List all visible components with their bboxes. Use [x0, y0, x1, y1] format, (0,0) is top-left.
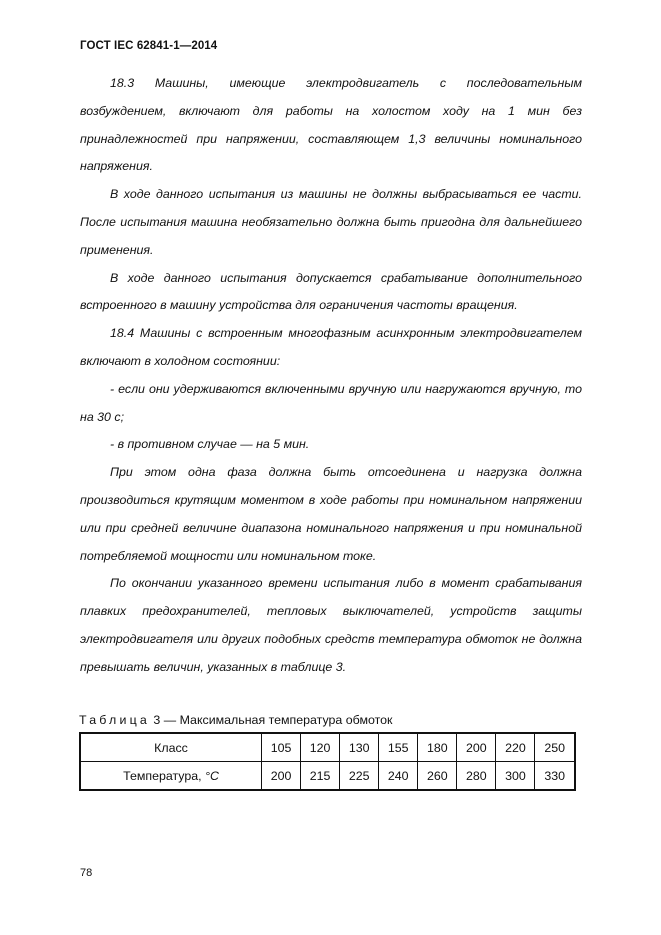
class-cell: 180	[418, 733, 457, 762]
temperature-cell: 300	[496, 762, 535, 791]
temperature-cell: 280	[457, 762, 496, 791]
paragraph-phase-disconnect: При этом одна фаза должна быть отсоединена и нагрузка должна производиться крутящим моментом в ходе работы при номинальном напряжении или при средней величине диапазона номинального напряжения и при номинальной потребляемой мощности или номинальном токе.	[80, 465, 582, 563]
paragraph-winding-temperature: По окончании указанного времени испытания либо в момент срабатывания плавких предохранителей, тепловых выключателей, устройств защиты электродвигателя или других подобных средств температура обмоток не должна превышать величин, указанных в таблице 3.	[80, 576, 582, 674]
body-text	[80, 70, 582, 682]
paragraph-18-3: 18.3 Машины, имеющие электродвигатель с последовательным возбуждением, включают для работы на холостом ходу на 1 мин без принадлежностей при напряжении, составляющем 1,3 величины номинального напряжения.	[80, 76, 582, 174]
class-cell: 220	[496, 733, 535, 762]
table-caption	[79, 713, 392, 727]
temperature-cell: 200	[262, 762, 301, 791]
temperature-label: Температура,	[123, 768, 206, 783]
class-cell: 200	[457, 733, 496, 762]
class-cell: 155	[379, 733, 418, 762]
temperature-cell: 240	[379, 762, 418, 791]
row-header-class: Класс	[80, 733, 262, 762]
paragraph-ejection: В ходе данного испытания из машины не должны выбрасываться ее части. После испытания машина необязательно должна быть пригодна для дальнейшего применения.	[80, 187, 582, 257]
temperature-cell: 260	[418, 762, 457, 791]
table-row-class	[80, 733, 575, 762]
class-cell: 130	[340, 733, 379, 762]
table-caption-text: 3 — Максимальная температура обмоток	[149, 713, 393, 727]
row-header-temperature	[80, 762, 262, 791]
class-cell: 105	[262, 733, 301, 762]
table-row-temperature	[80, 762, 575, 791]
page-number: 78	[80, 867, 93, 879]
class-cell: 250	[535, 733, 575, 762]
list-item-manual: - если они удерживаются включенными вручную или нагружаются вручную, то на 30 с;	[80, 381, 582, 424]
temperature-cell: 225	[340, 762, 379, 791]
document-header: ГОСТ IEC 62841-1—2014	[80, 40, 218, 52]
winding-temperature-table	[79, 732, 576, 791]
list-item-otherwise: - в противном случае — на 5 мин.	[110, 437, 310, 452]
paragraph-speed-limiter: В ходе данного испытания допускается срабатывание дополнительного встроенного в машину устройства для ограничения частоты вращения.	[80, 270, 582, 313]
class-cell: 120	[301, 733, 340, 762]
temperature-cell: 330	[535, 762, 575, 791]
table-caption-word: Таблица	[79, 713, 150, 727]
temperature-cell: 215	[301, 762, 340, 791]
temperature-unit: °C	[205, 768, 219, 783]
paragraph-18-4: 18.4 Машины с встроенным многофазным асинхронным электродвигателем включают в холодном состоянии:	[80, 326, 582, 368]
